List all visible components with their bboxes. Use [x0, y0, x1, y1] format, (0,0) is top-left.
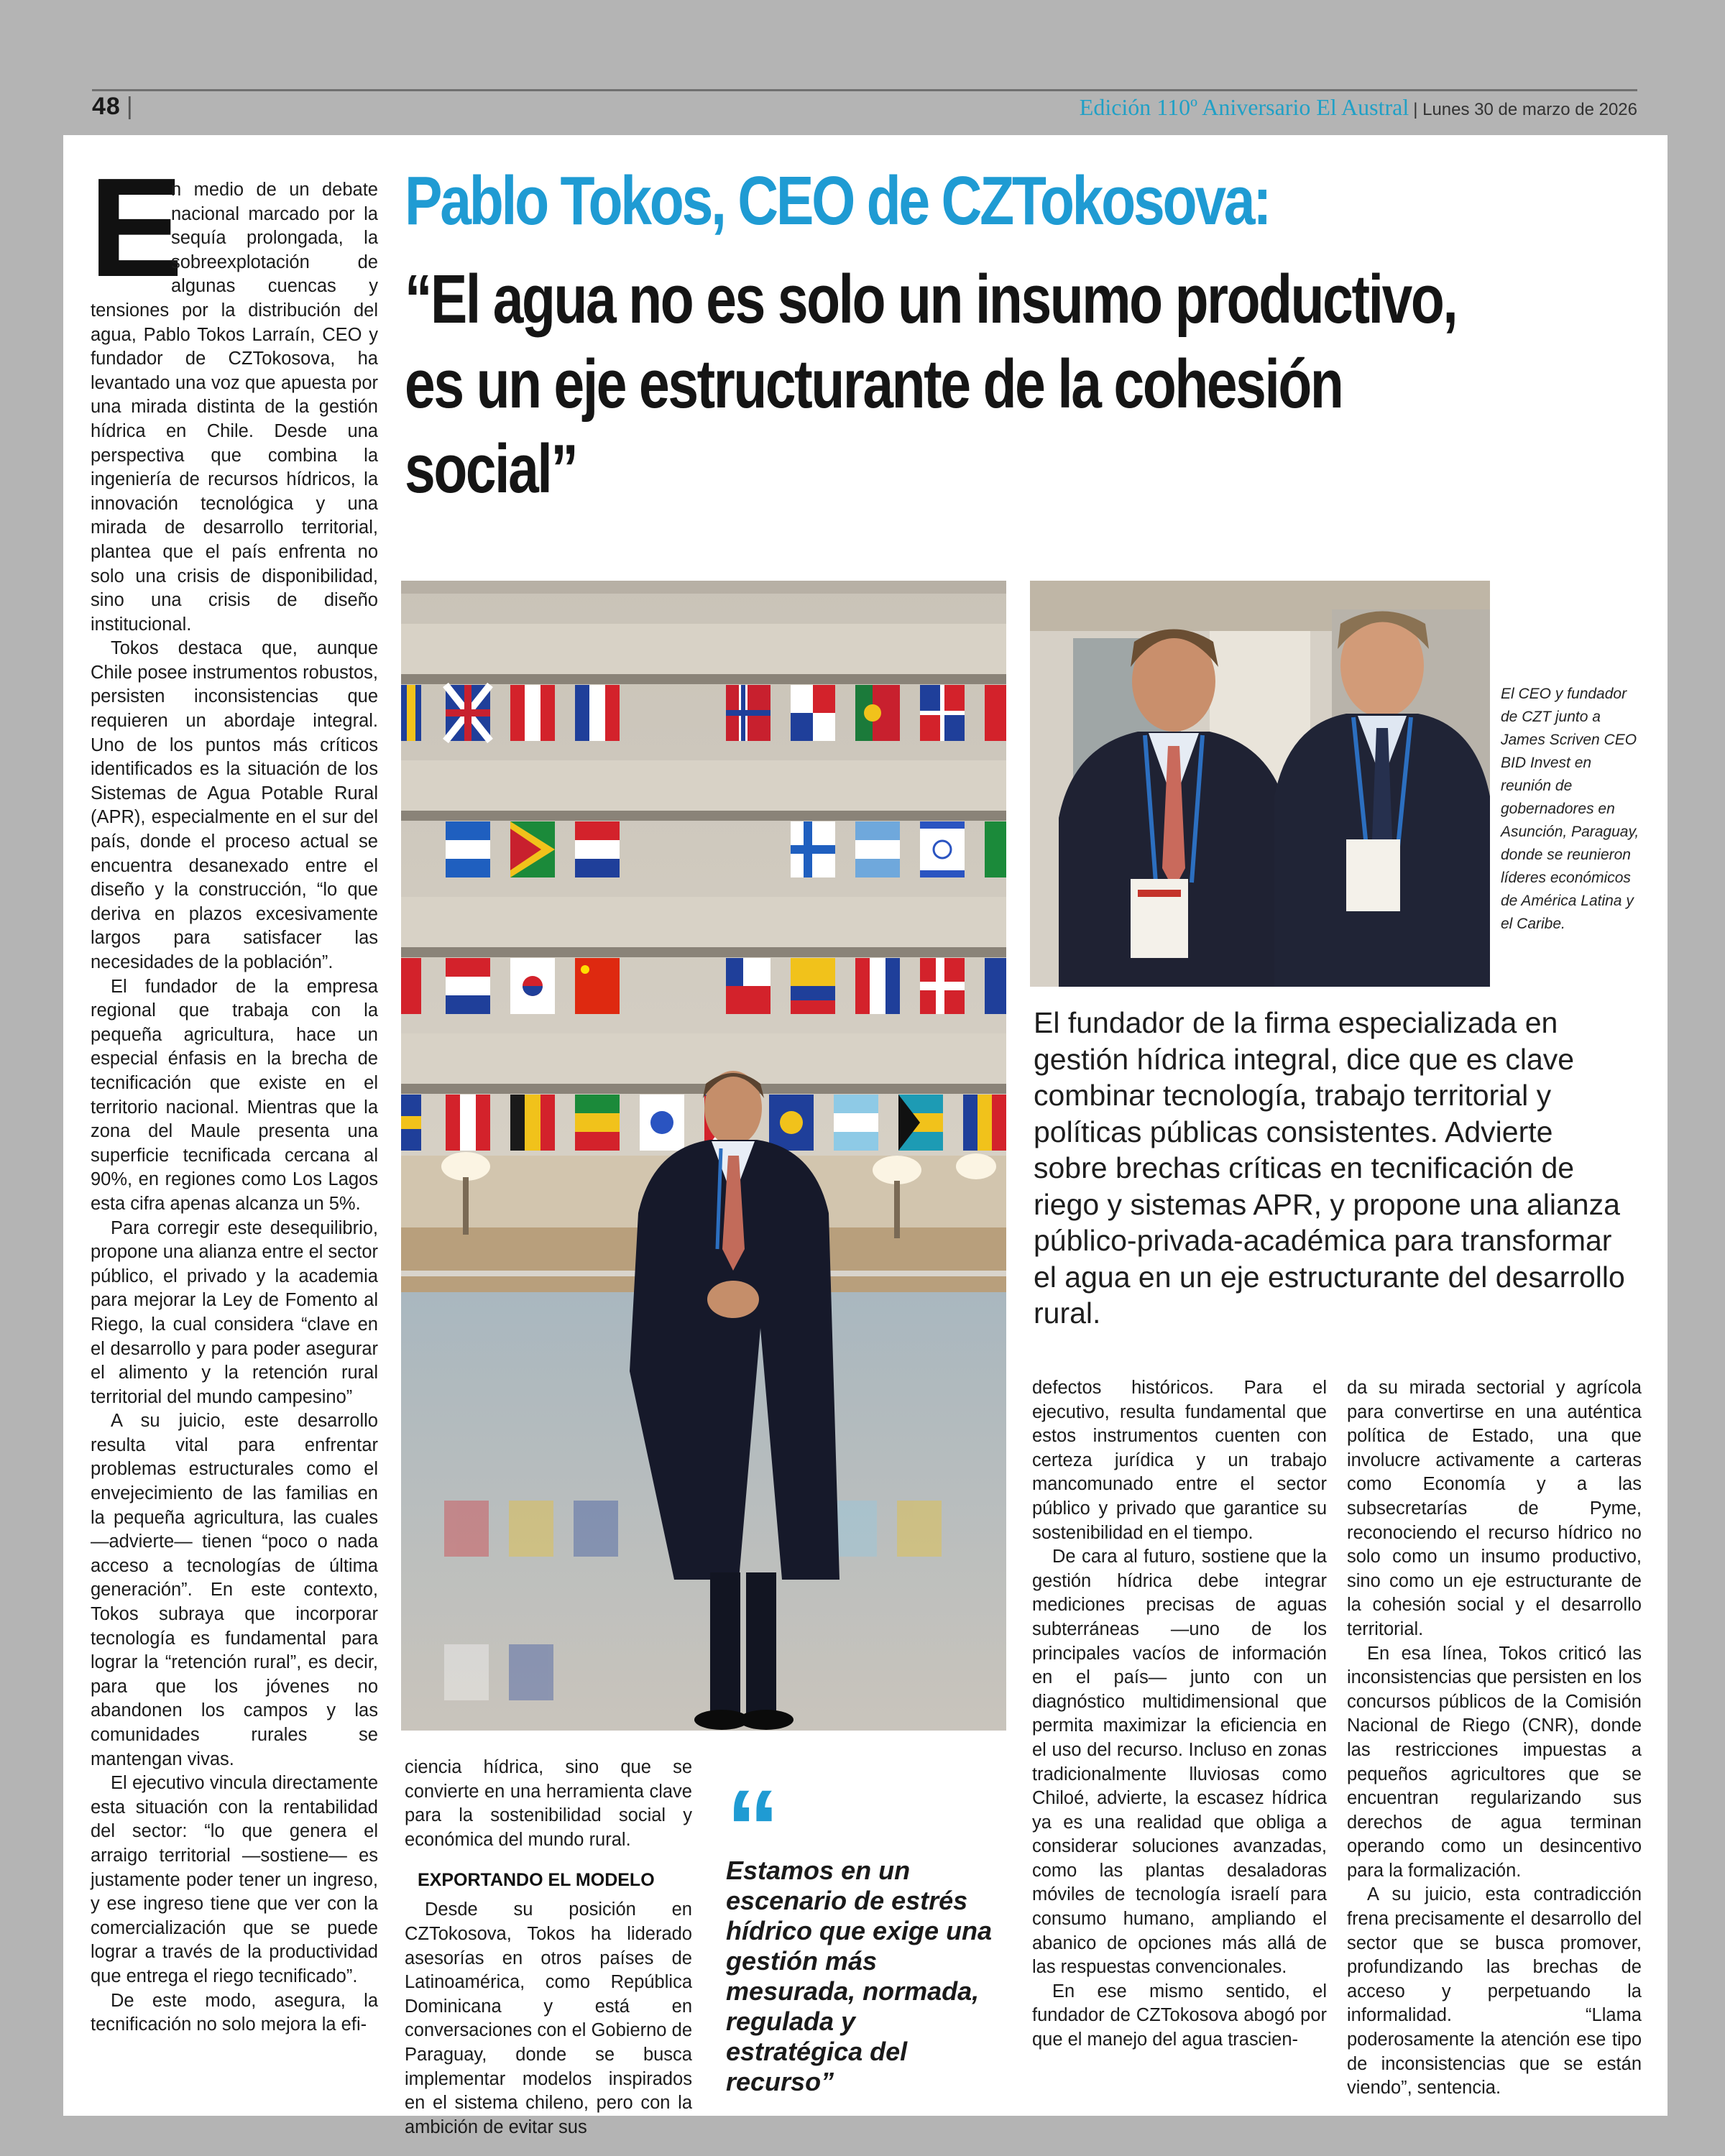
article-paragraph: n medio de un debate nacional marcado por la sequía prolongada, la sobreexplotación de algunas cuencas y tensiones por la distribución del agua, Pablo Tokos Larraín, CEO y fundador de CZTokosova, ha levantado una voz que apuesta por una mirada distinta de la gestión hídrica en Chile. Desde una perspectiva que combina la ingeniería de recursos hídricos, la innovación tecnológica y una mirada de desarrollo territorial, plantea que el país enfrenta no solo una crisis de disponibilidad, sino una crisis de diseño institucional. [91, 180, 378, 635]
article-paragraph: Desde su posición en CZTokosova, Tokos ha liderado asesorías en otros países de Latinoamérica, como República Dominicana y está en conversaciones con el Gobierno de Paraguay, donde se busca implementar modelos inspirados en el sistema chileno, pero con la ambición de evitar sus [405, 1899, 692, 2137]
edition-name: Edición 110º Aniversario El Austral [1079, 94, 1409, 120]
article-paragraph: A su juicio, este desarrollo resulta vital para enfrentar problemas estructurales como el envejecimiento de las familias en la pequeña agricultura, las cuales —advierte— tienen “poco o nada acceso a tecnologías de última generación”. En este contexto, Tokos subraya que incorporar tecnología es fundamental para lograr la “retención rural”, es decir, para que los jóvenes no abandonen los campos y las comunidades rurales se mantengan vivas. [91, 1411, 378, 1769]
article-paragraph: En ese mismo sentido, el fundador de CZTokosova abogó por que el manejo del agua trascien- [1032, 1981, 1327, 2050]
edition-date: | Lunes 30 de marzo de 2026 [1413, 100, 1637, 119]
main-photo [401, 581, 1006, 1731]
article-paragraph: En esa línea, Tokos criticó las inconsistencias que persisten en los concursos públicos de la Comisión Nacional de Riego (CNR), donde las restricciones impuestas a pequeños agricultores que se encuentran regularizando sus derechos de agua terminan operando como un desincentivo para la formalización. [1347, 1643, 1642, 1881]
article-paragraph: Para corregir este desequilibrio, propone una alianza entre el sector público, el privado y la academia para mejorar la Ley de Fomento al Riego, la cual considera “clave en el desarrollo y para poder asegurar el alimento y la retención rural territorial del mundo campesino” [91, 1217, 378, 1407]
secondary-photo [1030, 581, 1490, 987]
article-column-1 [89, 149, 378, 2037]
photo-caption: El CEO y fundador de CZT junto a James Scriven CEO BID Invest en reunión de gobernadores en Asunción, Paraguay, donde se reunieron líderes económicos de América Latina y el Caribe. [1501, 686, 1639, 932]
section-subhead: EXPORTANDO EL MODELO [418, 1870, 655, 1891]
article-paragraph: De cara al futuro, sostiene que la gestión hídrica debe integrar mediciones precisas de aguas subterráneas —uno de los principales vacíos de información en el país— junto con un diagnóstico multidimensional que permita maximizar la eficiencia en el uso del recurso. Incluso en zonas tradicionalmente lluviosas como Chiloé, advierte, la escasez hídrica ya es una realidad que obliga a considerar soluciones avanzadas, como las plantas desaladoras móviles de tecnología israelí para consumo humano, ampliando el abanico de opciones más allá de las respuestas convencionales. [1032, 1547, 1327, 1978]
pull-quote [726, 1767, 999, 2097]
dropcap-letter: E [89, 149, 183, 306]
article-paragraph: Tokos destaca que, aunque Chile posee instrumentos robustos, persisten inconsistencias que requieren un abordaje integral. Uno de los puntos más críticos identificados es la situación de los Sistemas de Agua Potable Rural (APR), especialmente en el sur del país, donde el proceso actual se encuentra desanexado entre el diseño y la construcción, “lo que deriva en plazos excesivamente largos para satisfacer las necesidades de la población”. [91, 638, 378, 972]
newspaper-page [63, 135, 1668, 2137]
article-paragraph: ciencia hídrica, sino que se convierte en una herramienta clave para la sostenibilidad social y económica del mundo rural. [405, 1757, 692, 1850]
article-paragraph: El fundador de la empresa regional que trabaja con la pequeña agricultura, hace un especial énfasis en la brecha de tecnificación que existe en el territorio nacional. Mientras que la zona del Maule presenta una superficie tecnificada cercana al 90%, en regiones como Los Lagos esta cifra apenas alcanza un 5%. [91, 976, 378, 1214]
article-column-2 [405, 1756, 692, 2139]
page-folio [92, 89, 1637, 120]
article-column-3 [1032, 1376, 1327, 2053]
page-number: 48 | [92, 93, 134, 121]
article-deck: El fundador de la firma especializada en gestión hídrica integral, dice que es clave combinar tecnología, trabajo territorial y políticas públicas consistentes. Advierte sobre brechas críticas en tecnificación de riego y sistemas APR, y propone una alianza público-privada-académica para transformar el agua en un eje estructurante del desarrollo rural. [1034, 1006, 1625, 1330]
article-column-4 [1347, 1376, 1642, 2101]
headline-quote: “El agua no es solo un insumo productivo, es un eje estructurante de la cohesión social” [405, 261, 1457, 507]
quote-mark-icon: “ [726, 1767, 780, 1888]
article-paragraph: De este modo, asegura, la tecnificación no solo mejora la efi- [91, 1990, 378, 2035]
flags-atrium-photo [401, 581, 1006, 1731]
article-paragraph: El ejecutivo vincula directamente esta situación con la rentabilidad del sector: “lo que genera el arraigo territorial —sostiene— es justamente poder tener un ingreso, y ese ingreso tiene que ver con la comercialización que se puede lograr a través de la productividad que entrega el riego tecnificado”. [91, 1773, 378, 1986]
edition-label [1080, 94, 1637, 121]
headline-title: Pablo Tokos, CEO de CZTokosova: [405, 162, 1270, 239]
article-paragraph: A su juicio, esta contradicción frena precisamente el desarrollo del sector que se busca promover, profundizando las brechas de acceso y perpetuando la informalidad. “Llama poderosamente la atención ese tipo de inconsistencias que se están viendo”, sentencia. [1347, 1884, 1642, 2099]
article-paragraph: defectos históricos. Para el ejecutivo, resulta fundamental que estos instrumentos cuenten con certeza jurídica y un trabajo mancomunado entre el sector público y privado que garantice su sostenibilidad en el tiempo. [1032, 1378, 1327, 1543]
pull-quote-text: Estamos en un escenario de estrés hídrico que exige una gestión más mesurada, normada, regulada y estratégica del recurso” [726, 1856, 993, 2096]
article-paragraph: da su mirada sectorial y agrícola para convertirse en una auténtica política de Estado, una que involucre activamente a carteras como Economía y a las subsecretarías de Pyme, reconociendo el recurso hídrico no solo como un insumo productivo, sino como un eje estructurante de la cohesión social y el desarrollo territorial. [1347, 1378, 1642, 1639]
ceo-meeting-photo [1030, 581, 1490, 987]
